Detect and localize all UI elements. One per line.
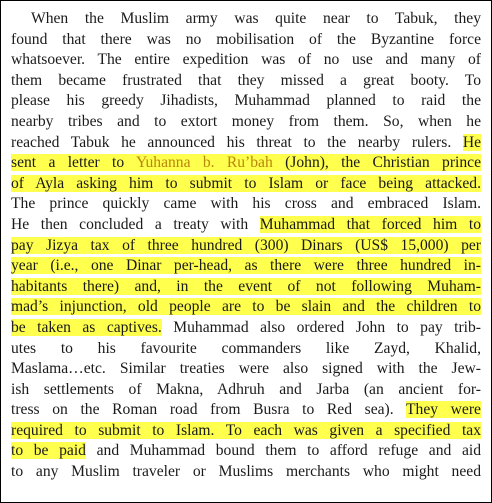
text-line xyxy=(11,133,481,154)
highlighted-text: He xyxy=(462,133,481,151)
text-line xyxy=(11,421,481,442)
text-line xyxy=(11,256,481,277)
text-segment: When the Muslim army was quite near to Tabuk, they xyxy=(31,10,481,27)
text-segment: ish settlements of Makna, Adhruh and Jarba (an ancient for- xyxy=(11,380,481,398)
text-line xyxy=(11,277,481,298)
text-line xyxy=(11,50,481,71)
text-line xyxy=(11,339,481,360)
text-segment: nearby tribes and to extort money from them. So, when he xyxy=(11,112,481,130)
highlighted-text: (John), the Christian prince xyxy=(272,154,482,172)
highlighted-text: mad’s injunction, old people are to be slain and the children to xyxy=(11,298,481,316)
highlighted-name: Yuhanna b. Ru’bah xyxy=(135,154,273,172)
highlighted-text: of Ayla asking him to submit to Islam or face being attacked. xyxy=(11,174,481,192)
text-line xyxy=(11,441,481,462)
text-line xyxy=(11,462,481,483)
text-segment: to any Muslim traveler or Muslims merchants who might need xyxy=(11,463,481,481)
highlighted-text: pay Jizya tax of three hundred (300) Dinars (US$ 15,000) per xyxy=(11,236,481,254)
text-line xyxy=(11,30,481,51)
text-segment: them became frustrated that they missed a great booty. To xyxy=(11,71,481,89)
text-segment: tress on the Roman road from Busra to Red sea). xyxy=(11,401,406,419)
text-line xyxy=(11,194,481,215)
text-line xyxy=(11,318,481,339)
highlighted-text: They were xyxy=(406,401,481,419)
text-segment: Maslama…etc. Similar treaties were also signed with the Jew- xyxy=(11,360,481,378)
text-segment: found that there was no mobilisation of the Byzantine force xyxy=(11,30,481,48)
highlighted-text: to be paid xyxy=(11,442,86,460)
document-text xyxy=(11,9,481,483)
text-line xyxy=(11,153,481,174)
text-line xyxy=(11,400,481,421)
text-line xyxy=(11,297,481,318)
highlighted-text: Muhammad that forced him to xyxy=(259,215,481,233)
text-line xyxy=(11,112,481,133)
text-segment: reached Tabuk he announced his threat to the nearby rulers. xyxy=(11,133,463,151)
text-line xyxy=(11,359,481,380)
text-segment: whatsoever. The entire expedition was of no use and many of xyxy=(11,51,481,69)
highlighted-text: year (i.e., one Dinar per-head, as there were three hundred in- xyxy=(11,257,481,275)
highlighted-text: sent a letter to xyxy=(11,154,136,172)
text-segment: and Muhammad bound them to afford refuge and aid xyxy=(85,442,482,460)
text-segment: Muhammad also ordered John to pay trib- xyxy=(161,318,481,336)
text-line xyxy=(11,9,481,30)
highlighted-text: habitants there) and, in the event of not following Muham- xyxy=(11,277,481,295)
text-segment: He then concluded a treaty with xyxy=(11,215,260,233)
text-line xyxy=(11,71,481,92)
text-line xyxy=(11,380,481,401)
text-segment: please his greedy Jihadists, Muhammad planned to raid the xyxy=(11,92,481,110)
text-line xyxy=(11,236,481,257)
text-line xyxy=(11,215,481,236)
text-line xyxy=(11,91,481,112)
highlighted-text: be taken as captives. xyxy=(11,318,162,336)
text-line xyxy=(11,174,481,195)
text-segment: utes to his favourite commanders like Zayd, Khalid, xyxy=(11,339,481,357)
text-segment: The prince quickly came with his cross and embraced Islam. xyxy=(11,195,481,213)
highlighted-text: required to submit to Islam. To each was given a specified tax xyxy=(11,421,481,439)
